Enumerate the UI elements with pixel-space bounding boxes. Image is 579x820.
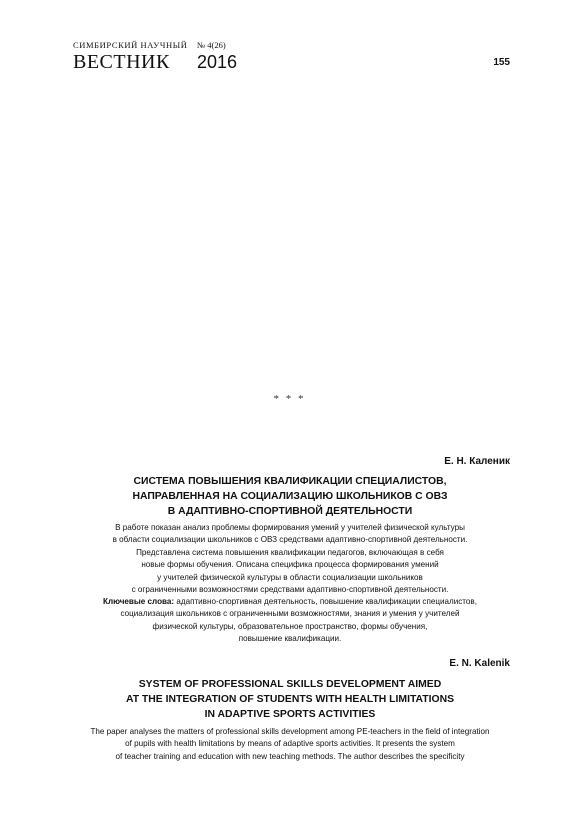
- keywords-line: [60, 596, 520, 608]
- keywords-line: социализация школьников с ограниченными возможностями, знания и умения у учителей: [120, 609, 460, 619]
- abstract-line: of pupils with health limitations by means of adaptive sports activities. It presents the system: [125, 739, 455, 749]
- keywords-text: адаптивно-спортивная деятельность, повышение квалификации специалистов,: [174, 597, 477, 606]
- abstract-line: Представлена система повышения квалификации педагогов, включающая в себя: [136, 547, 444, 557]
- abstract-line: с ограниченными возможностями средствами адаптивно-спортивной деятельности.: [131, 585, 449, 595]
- journal-name-title: ВЕСТНИК: [73, 51, 170, 73]
- journal-header: [73, 40, 513, 74]
- title-line: НАПРАВЛЕННАЯ НА СОЦИАЛИЗАЦИЮ ШКОЛЬНИКОВ С ОВЗ: [132, 491, 448, 502]
- issue-number: № 4(26): [197, 40, 226, 50]
- abstract-russian: [60, 522, 520, 596]
- title-russian: [60, 474, 520, 519]
- page-number: 155: [493, 57, 510, 68]
- journal-name-top: СИМБИРСКИЙ НАУЧНЫЙ: [73, 40, 188, 50]
- abstract-line: у учителей физической культуры в области социализации школьников: [157, 572, 423, 582]
- abstract-line: The paper analyses the matters of professional skills development among PE-teachers in the field of integration: [90, 727, 490, 736]
- abstract-line: в области социализации школьников с ОВЗ средствами адаптивно-спортивной деятельности.: [112, 535, 468, 545]
- abstract-line: В работе показан анализ проблемы формирования умений у учителей физической культуры: [115, 523, 465, 532]
- title-line: SYSTEM OF PROFESSIONAL SKILLS DEVELOPMENT AIMED: [138, 679, 442, 690]
- title-line: СИСТЕМА ПОВЫШЕНИЯ КВАЛИФИКАЦИИ СПЕЦИАЛИСТОВ,: [133, 476, 447, 487]
- abstract-english: [60, 726, 520, 763]
- title-line: В АДАПТИВНО-СПОРТИВНОЙ ДЕЯТЕЛЬНОСТИ: [167, 506, 413, 517]
- section-separator: * * *: [273, 393, 306, 405]
- abstract-line: новые формы обучения. Описана специфика процесса формирования умений: [141, 560, 439, 570]
- keywords-russian: [60, 596, 520, 646]
- abstract-line: of teacher training and education with new teaching methods. The author describes the specificity: [115, 751, 465, 761]
- author-russian: Е. Н. Каленик: [444, 456, 510, 467]
- author-english: E. N. Kalenik: [449, 658, 510, 669]
- keywords-label: Ключевые слова:: [103, 597, 175, 606]
- title-english: [60, 677, 520, 722]
- issue-year: 2016: [197, 52, 238, 72]
- title-line: AT THE INTEGRATION OF STUDENTS WITH HEALTH LIMITATIONS: [125, 694, 455, 705]
- keywords-line: физической культуры, образовательное пространство, формы обучения,: [152, 621, 428, 631]
- keywords-line: повышение квалификации.: [238, 634, 342, 644]
- title-line: IN ADAPTIVE SPORTS ACTIVITIES: [204, 709, 376, 720]
